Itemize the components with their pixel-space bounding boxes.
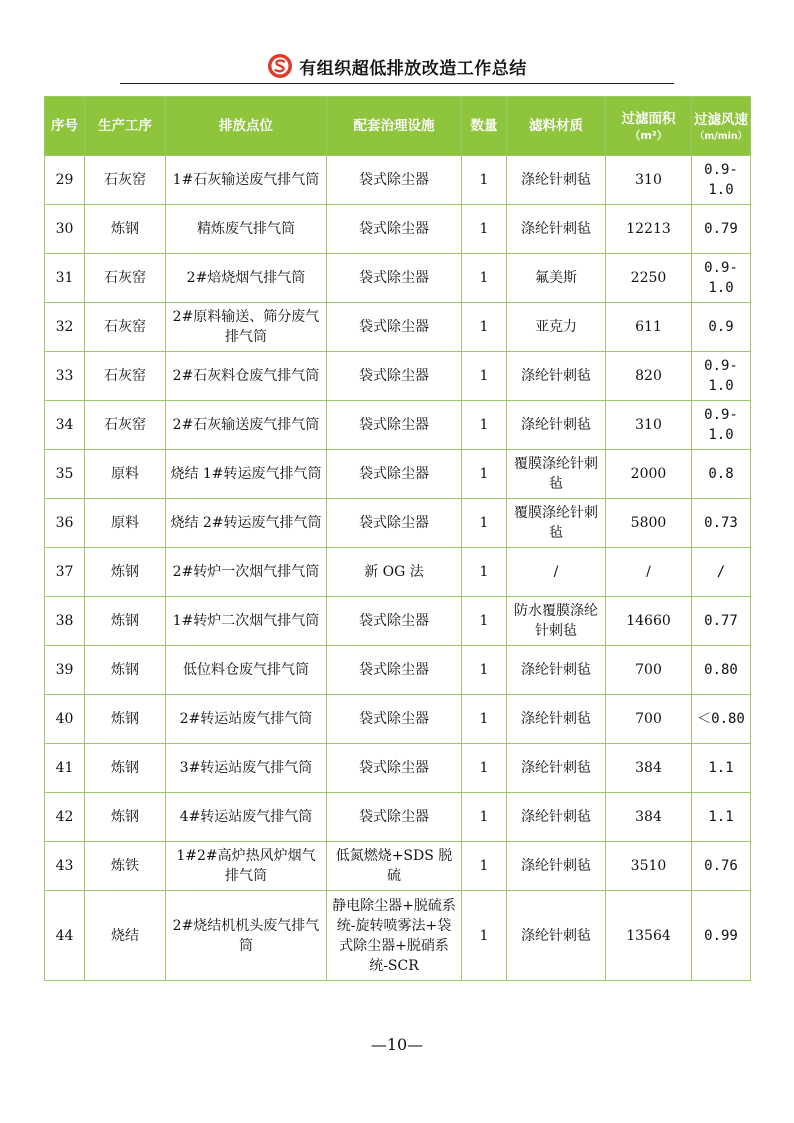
cell-count: 1 <box>462 744 507 793</box>
filter-area-label: 过滤面积 <box>621 111 676 127</box>
header-title: 有组织超低排放改造工作总结 <box>299 59 527 79</box>
cell-outlet: 2#石灰输送废气排气筒 <box>166 401 327 450</box>
cell-facility: 袋式除尘器 <box>327 646 462 695</box>
col-header-filter-speed <box>692 97 751 156</box>
col-header-facility: 配套治理设施 <box>327 97 462 156</box>
cell-process: 原料 <box>85 450 166 499</box>
cell-outlet: 精炼废气排气筒 <box>166 205 327 254</box>
cell-outlet: 2#石灰料仓废气排气筒 <box>166 352 327 401</box>
cell-outlet: 1#石灰输送废气排气筒 <box>166 156 327 205</box>
cell-facility: 袋式除尘器 <box>327 254 462 303</box>
filter-speed-unit: （m/min） <box>694 130 748 142</box>
cell-filter-speed: 1.1 <box>692 744 751 793</box>
cell-outlet: 2#原料输送、筛分废气排气筒 <box>166 303 327 352</box>
cell-filter-speed: 0.79 <box>692 205 751 254</box>
cell-facility: 袋式除尘器 <box>327 156 462 205</box>
emission-facility-table <box>44 96 751 981</box>
cell-count: 1 <box>462 646 507 695</box>
table-row <box>45 842 751 891</box>
cell-process: 石灰窑 <box>85 401 166 450</box>
company-logo-icon <box>267 53 293 79</box>
cell-count: 1 <box>462 842 507 891</box>
cell-facility: 袋式除尘器 <box>327 597 462 646</box>
cell-material: 涤纶针刺毡 <box>507 744 606 793</box>
cell-count: 1 <box>462 352 507 401</box>
cell-process: 烧结 <box>85 891 166 981</box>
cell-material: 涤纶针刺毡 <box>507 352 606 401</box>
cell-process: 炼钢 <box>85 597 166 646</box>
cell-process: 炼钢 <box>85 793 166 842</box>
cell-material: 覆膜涤纶针刺毡 <box>507 499 606 548</box>
cell-filter-area: / <box>606 548 692 597</box>
cell-count: 1 <box>462 254 507 303</box>
table-body <box>45 156 751 981</box>
cell-facility: 袋式除尘器 <box>327 744 462 793</box>
cell-process: 炼钢 <box>85 646 166 695</box>
col-header-index: 序号 <box>45 97 85 156</box>
cell-outlet: 4#转运站废气排气筒 <box>166 793 327 842</box>
cell-filter-speed: 0.76 <box>692 842 751 891</box>
cell-count: 1 <box>462 205 507 254</box>
table-row <box>45 646 751 695</box>
table-row <box>45 156 751 205</box>
table-row <box>45 597 751 646</box>
cell-filter-area: 13564 <box>606 891 692 981</box>
cell-count: 1 <box>462 597 507 646</box>
cell-index: 33 <box>45 352 85 401</box>
cell-filter-speed: 0.8 <box>692 450 751 499</box>
cell-count: 1 <box>462 450 507 499</box>
table-row <box>45 891 751 981</box>
cell-outlet: 2#焙烧烟气排气筒 <box>166 254 327 303</box>
cell-filter-area: 384 <box>606 744 692 793</box>
cell-facility: 静电除尘器+脱硫系统-旋转喷雾法+袋式除尘器+脱硝系统-SCR <box>327 891 462 981</box>
cell-index: 43 <box>45 842 85 891</box>
cell-facility: 新 OG 法 <box>327 548 462 597</box>
cell-filter-area: 2000 <box>606 450 692 499</box>
cell-filter-area: 14660 <box>606 597 692 646</box>
cell-material: 涤纶针刺毡 <box>507 842 606 891</box>
cell-outlet: 烧结 2#转运废气排气筒 <box>166 499 327 548</box>
cell-process: 炼钢 <box>85 744 166 793</box>
cell-index: 40 <box>45 695 85 744</box>
table-row <box>45 205 751 254</box>
cell-filter-area: 2250 <box>606 254 692 303</box>
cell-filter-speed: / <box>692 548 751 597</box>
cell-material: 涤纶针刺毡 <box>507 205 606 254</box>
cell-index: 38 <box>45 597 85 646</box>
cell-filter-speed: ＜0.80 <box>692 695 751 744</box>
cell-outlet: 3#转运站废气排气筒 <box>166 744 327 793</box>
cell-index: 34 <box>45 401 85 450</box>
cell-process: 原料 <box>85 499 166 548</box>
cell-index: 35 <box>45 450 85 499</box>
table-row <box>45 695 751 744</box>
cell-filter-speed: 0.9-1.0 <box>692 352 751 401</box>
cell-filter-area: 700 <box>606 695 692 744</box>
cell-process: 石灰窑 <box>85 156 166 205</box>
cell-facility: 袋式除尘器 <box>327 695 462 744</box>
page-header <box>120 50 674 84</box>
table-row <box>45 254 751 303</box>
cell-process: 炼铁 <box>85 842 166 891</box>
cell-outlet: 1#转炉二次烟气排气筒 <box>166 597 327 646</box>
cell-index: 44 <box>45 891 85 981</box>
cell-filter-area: 12213 <box>606 205 692 254</box>
cell-filter-speed: 0.80 <box>692 646 751 695</box>
cell-index: 42 <box>45 793 85 842</box>
cell-filter-area: 310 <box>606 156 692 205</box>
cell-material: 涤纶针刺毡 <box>507 401 606 450</box>
table-row <box>45 450 751 499</box>
cell-filter-speed: 0.9 <box>692 303 751 352</box>
cell-filter-area: 5800 <box>606 499 692 548</box>
cell-count: 1 <box>462 891 507 981</box>
cell-filter-area: 820 <box>606 352 692 401</box>
cell-index: 37 <box>45 548 85 597</box>
cell-count: 1 <box>462 499 507 548</box>
filter-area-unit: （m²） <box>629 129 668 142</box>
table-row <box>45 352 751 401</box>
cell-index: 29 <box>45 156 85 205</box>
cell-process: 炼钢 <box>85 205 166 254</box>
cell-facility: 袋式除尘器 <box>327 352 462 401</box>
table-row <box>45 499 751 548</box>
cell-count: 1 <box>462 401 507 450</box>
table-row <box>45 548 751 597</box>
table-row <box>45 303 751 352</box>
cell-process: 石灰窑 <box>85 303 166 352</box>
cell-outlet: 1#2#高炉热风炉烟气排气筒 <box>166 842 327 891</box>
table-header-row <box>45 97 751 156</box>
table-row <box>45 793 751 842</box>
page-number: —10— <box>370 1035 424 1054</box>
cell-filter-speed: 0.73 <box>692 499 751 548</box>
cell-material: 涤纶针刺毡 <box>507 793 606 842</box>
cell-material: 涤纶针刺毡 <box>507 646 606 695</box>
cell-outlet: 2#转炉一次烟气排气筒 <box>166 548 327 597</box>
cell-material: 氟美斯 <box>507 254 606 303</box>
col-header-filter-area <box>606 97 692 156</box>
col-header-process: 生产工序 <box>85 97 166 156</box>
cell-filter-speed: 1.1 <box>692 793 751 842</box>
cell-process: 炼钢 <box>85 695 166 744</box>
cell-filter-speed: 0.9-1.0 <box>692 254 751 303</box>
cell-index: 32 <box>45 303 85 352</box>
filter-speed-label: 过滤风速 <box>694 111 748 128</box>
cell-filter-area: 611 <box>606 303 692 352</box>
cell-filter-area: 700 <box>606 646 692 695</box>
cell-facility: 低氮燃烧+SDS 脱硫 <box>327 842 462 891</box>
cell-material: / <box>507 548 606 597</box>
cell-filter-speed: 0.9-1.0 <box>692 156 751 205</box>
cell-filter-speed: 0.9-1.0 <box>692 401 751 450</box>
col-header-material: 滤料材质 <box>507 97 606 156</box>
cell-process: 石灰窑 <box>85 254 166 303</box>
cell-facility: 袋式除尘器 <box>327 303 462 352</box>
cell-material: 涤纶针刺毡 <box>507 891 606 981</box>
cell-index: 41 <box>45 744 85 793</box>
table-row <box>45 401 751 450</box>
cell-index: 36 <box>45 499 85 548</box>
cell-process: 石灰窑 <box>85 352 166 401</box>
cell-count: 1 <box>462 793 507 842</box>
cell-index: 30 <box>45 205 85 254</box>
cell-outlet: 2#转运站废气排气筒 <box>166 695 327 744</box>
cell-index: 39 <box>45 646 85 695</box>
cell-facility: 袋式除尘器 <box>327 205 462 254</box>
cell-index: 31 <box>45 254 85 303</box>
cell-count: 1 <box>462 303 507 352</box>
cell-facility: 袋式除尘器 <box>327 401 462 450</box>
cell-outlet: 低位料仓废气排气筒 <box>166 646 327 695</box>
cell-count: 1 <box>462 156 507 205</box>
cell-filter-speed: 0.77 <box>692 597 751 646</box>
cell-filter-speed: 0.99 <box>692 891 751 981</box>
cell-filter-area: 384 <box>606 793 692 842</box>
cell-material: 涤纶针刺毡 <box>507 695 606 744</box>
cell-material: 涤纶针刺毡 <box>507 156 606 205</box>
cell-count: 1 <box>462 695 507 744</box>
cell-facility: 袋式除尘器 <box>327 450 462 499</box>
col-header-outlet: 排放点位 <box>166 97 327 156</box>
cell-filter-area: 3510 <box>606 842 692 891</box>
cell-outlet: 烧结 1#转运废气排气筒 <box>166 450 327 499</box>
cell-outlet: 2#烧结机机头废气排气筒 <box>166 891 327 981</box>
cell-process: 炼钢 <box>85 548 166 597</box>
cell-material: 覆膜涤纶针刺毡 <box>507 450 606 499</box>
cell-facility: 袋式除尘器 <box>327 499 462 548</box>
col-header-count: 数量 <box>462 97 507 156</box>
cell-material: 防水覆膜涤纶针刺毡 <box>507 597 606 646</box>
cell-count: 1 <box>462 548 507 597</box>
cell-facility: 袋式除尘器 <box>327 793 462 842</box>
cell-filter-area: 310 <box>606 401 692 450</box>
cell-material: 亚克力 <box>507 303 606 352</box>
table-row <box>45 744 751 793</box>
